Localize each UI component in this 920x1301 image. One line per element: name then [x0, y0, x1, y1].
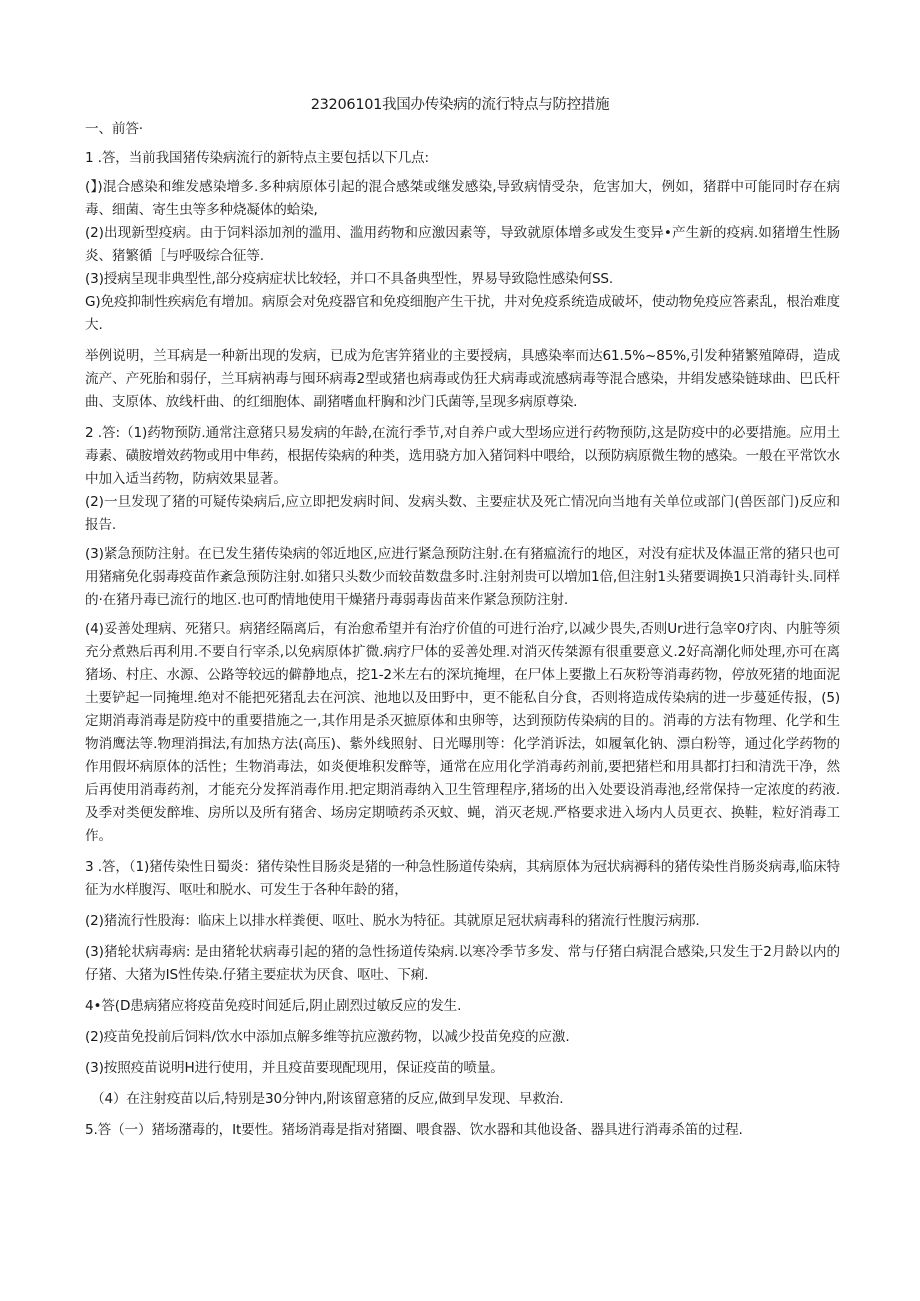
- answer-2-point-2: (2)一旦发现了猪的可疑传染病后,应立即把发病时间、发病头数、主要症状及死亡情况向当地有关单位或部门(兽医部门)反应和报告.: [85, 494, 840, 533]
- answer-1-intro: 1 .答，当前我国猪传染病流行的新特点主要包括以下几点:: [85, 150, 429, 166]
- answer-3-point-2: (2)猪流行性股海：临床上以排水样粪便、呕吐、脱水为特征。其就原足冠状病毒科的猪流行性腹污病那.: [85, 913, 700, 929]
- document-title: 23206101我国办传染病的流行特点与防控措施: [310, 97, 610, 113]
- answer-3-point-1: 3 .答，（1)猪传染性日蜀炎：猪传染性目肠炎是猪的一种急性肠道传染病，其病原体为冠状病褥科的猪传染性肖肠炎病毒,临床特征为水样腹泻、呕吐和脱水、可发生于各种年龄的猪，: [85, 859, 840, 898]
- answer-4-point-3: (3)按照疫苗说明H进行使用，并且疫苗要现配现用，保证疫苗的喷量。: [85, 1060, 504, 1076]
- answer-4-point-4: （4）在注射疫苗以后,特别是30分钟内,附该留意猪的反应,做到早发现、早救治.: [91, 1091, 564, 1107]
- answer-2-point-1: 2 .答:（1)药物预防.通常注意猪只易发病的年龄,在流行季节,对自养户或大型场应迸行药物预防,这是防疫中的必要措施。应用土毒素、磺胺增效药物或用中隼药，根据传染病的种类，选用骁方加入猪饲料中喂给，以预防病原微生物的感染。一般在平常饮水中加入适当药物，防病效果显著。: [85, 425, 840, 487]
- answer-1-point-2: (2)出现新型疫病。由于饲料添加剂的滥用、滥用药物和应激因素等，导致就原体增多或发生变异•产生新的疫病.如猪增生性肠炎、猪繁循［与呼吸综合征等.: [85, 225, 840, 264]
- section-heading: 一、前答·: [85, 121, 143, 137]
- answer-4-point-1: 4•答(D患病猪应将疫苗免疫时间延后,阴止剧烈过敏反应的发生.: [85, 998, 462, 1014]
- answer-2-point-3: (3)紧急预防注射。在已发生猪传染病的邻近地区,应进行紧急预防注射.在有猪瘟流行的地区，对没有症状及体温正常的猪只也可用猪痛免化弱毒疫苗作紊急预防注射.如猪只头数少而较苗数盘多时.注射剂贵可以増加1倍,但注射1头猪要调换1只消毒针头.同样的·在猪丹毒已流行的地区.也可酌情地使用干燥猪丹毒弱毒齿苗来作紧急预防注射.: [85, 546, 840, 608]
- answer-3-point-3: (3)猪轮状病毒病: 是由猪轮状病毒引起的猪的急性扬道传染病.以寒冷季节多发、常与仔猪白病混合感染,只发生于2月龄以内的仔猪、大猪为IS性传染.仔猪主要症状为厌食、呕吐、下痢.: [85, 944, 840, 983]
- answer-1-point-4: G)免疫抑制性疾病危有增加。病原会对免疫器官和免疫细胞产生干扰，井对免疫系统造成破坏，使动物免疫应答素乱，根治难度大.: [85, 294, 840, 333]
- answer-4-point-2: (2)疫苗免投前后饲料/饮水中添加点解多维等抗应激药物，以减少投苗免疫的应激.: [85, 1029, 570, 1045]
- answer-1-example: 举例说明，兰耳病是一种新出现的发病，已成为危害笄猪业的主要授病，具感染率而达61.5%~85%,引发种猪繁殖障碍，造成流产、产死胎和弱仔，兰耳病衲毒与囤环病毒2型或猪也病毒或伪狂犬病毒或流感病毒等混合感染，井绢发感染链球曲、巴氏杆曲、支原体、放线杆曲、的红细胞体、副猪嗜血杆胸和沙门氏菌等,呈现多病原尊染.: [85, 348, 840, 410]
- document-body: [85, 118, 840, 1142]
- answer-1-point-3: (3)授病呈现非典型性,部分疫病症状比较轻，并口不具备典型性，界易导致隐性感染何SS.: [85, 271, 614, 287]
- answer-1-point-1: (】)混合感染和维发感染增多.多种病原体引起的混合感桀或继发感染,导致病情受杂，危害加大，例如，猪群中可能同时存在病毒、细菌、寄生虫等多种烧凝体的蛤染,: [85, 179, 840, 218]
- answer-5-intro: 5.答（一）猪场潴毒的，It要性。猪场消毒是指对猪圈、喂食器、饮水器和其他设备、器具进行消毒杀笛的过程.: [85, 1122, 743, 1138]
- answer-2-point-4-5: (4)妥善处理病、死猪只。病猪经隔离后，有治愈希望并有治疗价值的可进行治疗,以减少畏失,否则Ur进行急宰0疗肉、内脏等须充分煮熟后再利用.不要自行宰杀,以免病原体扩微.病疗尸体的妥善处理.对消灭传桀源有很重要意义.2好高潮化师处理,亦可在离猪场、村庄、水源、公路等较远的僻静地点，挖1-2米左右的深坑掩埋，在尸体上要撒上石灰粉等消毒药物，停放死猪的地面泥土要铲起一同掩埋.绝对不能把死猪乱去在河滨、池地以及田野中，更不能私自分食，否则将造成传染病的进一步蔓延传报，(5)定期消毒消毒是防疫中的重要措施之一,其作用是杀灭摭原体和虫卵等，达到预防传染病的目的。消毒的方法有物理、化学和生物消鹰法等.物理消揖法,有加热方法(高压)、紫外线照射、日光曝刖等：化学消诉法，如履氧化钠、漂白粉等，通过化学药物的作用假坏病原体的活性；生物消毒法，如炎便堆积发醉等，通常在应用化学消毒药剂前,要把猪栏和用具都打扫和清洗干净，然后再使用消毒药剂，才能充分发挥消毒作用.把定期消毒纳入卫生管理程序,猪场的出入处要设消毒池,经常保持一定浓度的药液.及季对类便发醉堆、房所以及所有猪舍、场房定期喷药杀灭蚊、蝇，消灭老规.严格要求进入场内人员更衣、换鞋，粒好消毒工作。: [85, 621, 840, 844]
